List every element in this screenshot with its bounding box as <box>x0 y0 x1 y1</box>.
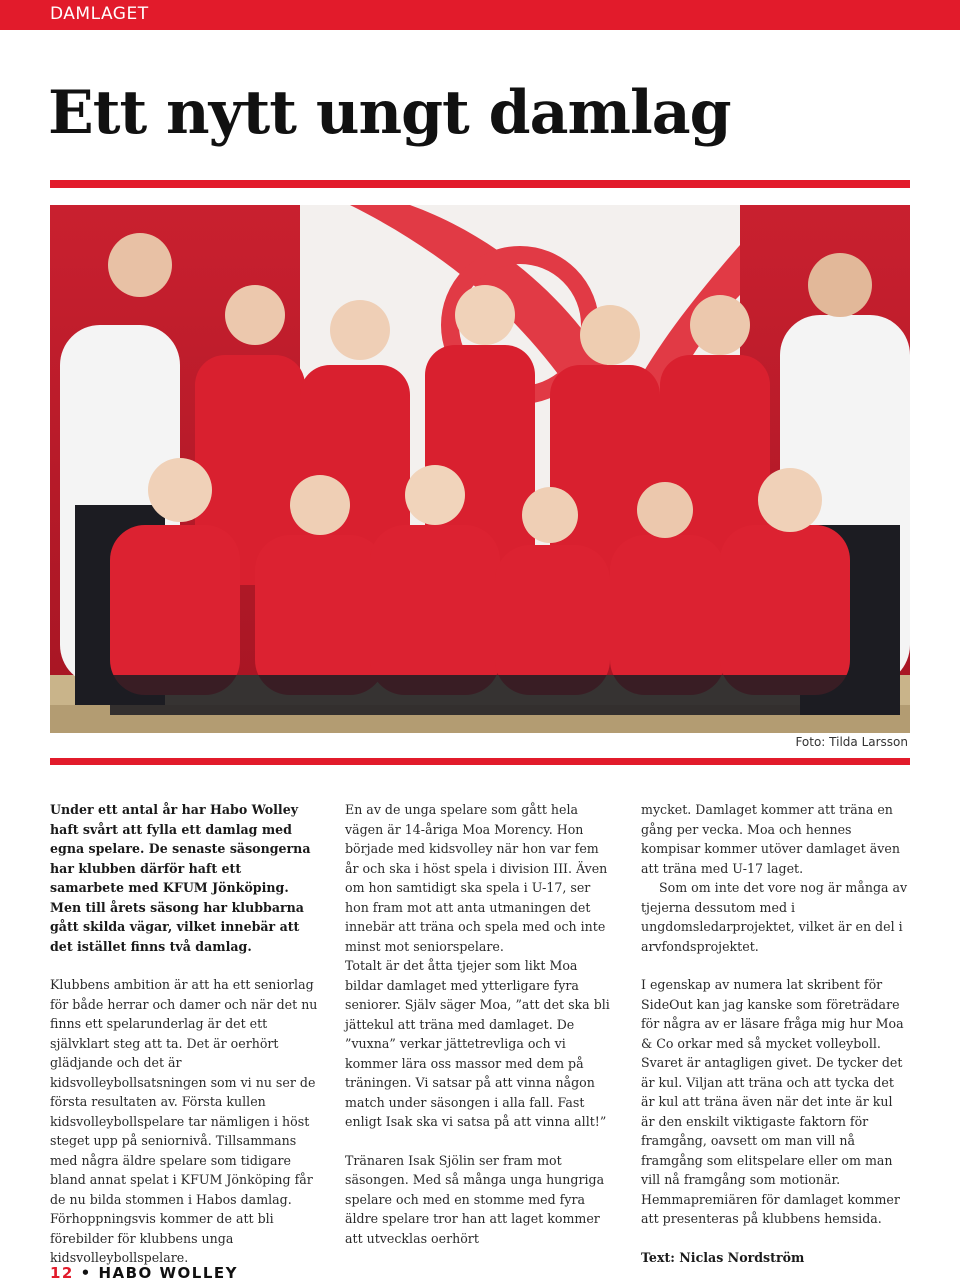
article-title: Ett nytt ungt damlag <box>48 78 731 148</box>
article-column-2 <box>345 800 613 1248</box>
article-paragraph: Tränaren Isak Sjölin ser fram mot säsongen. Med så många unga hungriga spelare och med en stomme med fyra äldre spelare tror han att laget kommer att utvecklas oerhört <box>345 1152 605 1246</box>
section-header-bar <box>0 0 960 30</box>
article-intro: Under ett antal år har Habo Wolley haft svårt att fylla ett damlag med egna spelare. De senaste säsongerna har klubben därför haft ett samarbete med KFUM Jönköping. Men till årets säsong har klubbarna gått skilda vägar, vilket innebär att det istället finns två damlag. <box>50 802 311 954</box>
article-paragraph: I egenskap av numera lat skribent för SideOut kan jag kanske som företrädare för några av er läsare fråga mig hur Moa & Co orkar med så mycket volleyboll. Svaret är antagligen givet. De tycker det är kul. Viljan att träna och att tycka det är kul att träna även när det inte är kul är den enskilt viktigaste faktorn för framgång, oavsett om man vill nå framgång som elitspelare eller om man vill nå framgång som motionär. <box>641 977 904 1187</box>
magazine-name: HABO WOLLEY <box>98 1264 239 1282</box>
page-number: 12 <box>50 1264 74 1282</box>
team-photo <box>50 205 910 733</box>
article-paragraph: En av de unga spelare som gått hela vägen är 14-åriga Moa Morency. Hon började med kidsvolley när hon var fem år och ska i höst spela i division III. Även om hon samtidigt ska spela i U-17, ser hon fram mot att anta utmaningen det innebär att träna och spela med och inte minst mot seniorspelare. <box>345 802 608 954</box>
article-paragraph: mycket. Damlaget kommer att träna en gång per vecka. Moa och hennes kompisar kommer utöver damlaget även att träna med U-17 laget. <box>641 802 900 876</box>
article-paragraph: Totalt är det åtta tjejer som likt Moa bildar damlaget med ytterligare fyra seniorer. Själv säger Moa, ”att det ska bli jättekul att träna med damlaget. De ”vuxna” verkar jättetrevliga och vi kommer lära oss massor med dem på träningen. Vi satsar på att vinna någon match under säsongen i alla fall. Fast enligt Isak ska vi satsa på att vinna allt!” <box>345 958 610 1129</box>
article-column-3 <box>641 800 909 1267</box>
article-paragraph: Hemmapremiären för damlaget kommer att presenteras på klubbens hemsida. <box>641 1191 900 1226</box>
footer-bullet: • <box>80 1264 92 1282</box>
photo-credit: Foto: Tilda Larsson <box>795 735 908 749</box>
article-paragraph: Som om inte det vore nog är många av tjejerna dessutom med i ungdomsledarprojektet, vilket är en del i arvfondsprojektet. <box>641 880 908 954</box>
article-byline: Text: Niclas Nordström <box>641 1249 805 1265</box>
photo-divider <box>50 758 910 765</box>
page-footer <box>50 1264 238 1282</box>
section-label: DAMLAGET <box>50 4 149 24</box>
article-paragraph: Klubbens ambition är att ha ett seniorlag för både herrar och damer och när det nu finns ett spelarunderlag är det ett självklart steg att ta. Det är oerhört glädjande och det är kidsvolleybollsatsningen som vi nu ser de första resultaten av. Första kullen kidsvolleybollspelare tar nämligen i höst steget upp på seniornivå. Tillsammans med några äldre spelare som tidigare bland annat spelat i KFUM Jönköping får de nu bilda stommen i Habos damlag. Förhoppningsvis kommer de att bli förebilder för klubbens unga kidsvolleybollspelare. <box>50 977 318 1265</box>
title-divider <box>50 180 910 188</box>
article-column-1 <box>50 800 318 1268</box>
